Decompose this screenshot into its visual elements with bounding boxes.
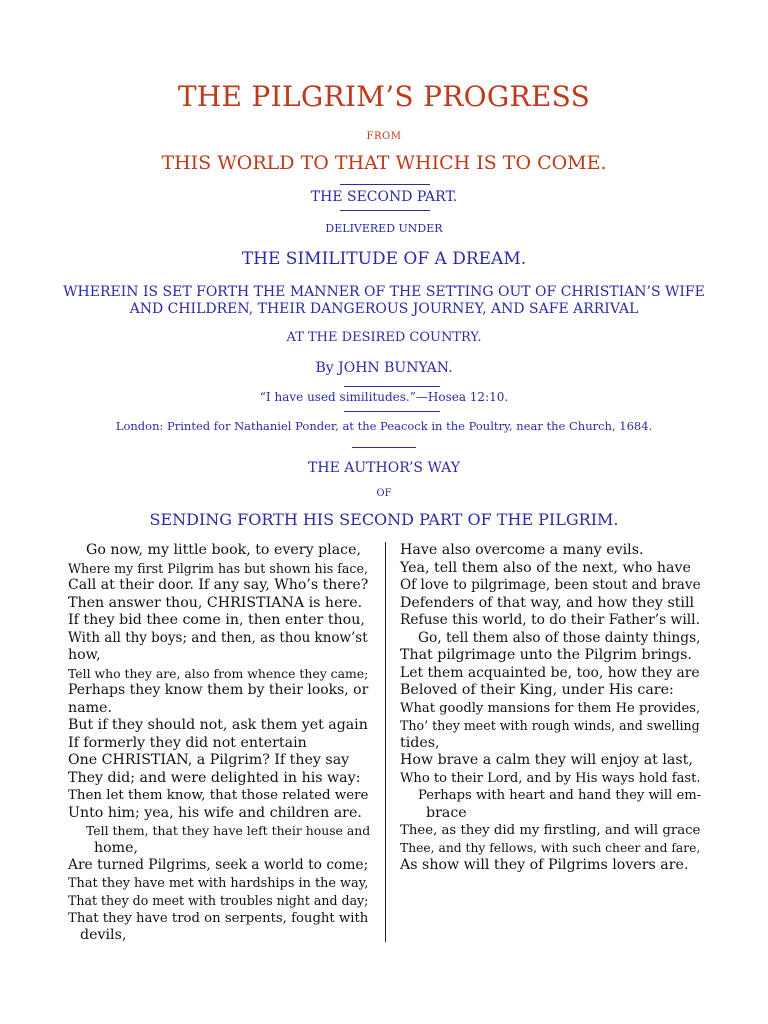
poem-line: Tell them, that they have left their house and (86, 823, 371, 838)
poem-line: Who to their Lord, and by His ways hold fast. (400, 770, 701, 786)
poem-line: Then answer thou, CHRISTIANA is here. (68, 594, 363, 611)
rule-above-second-part (340, 184, 430, 185)
poem-line: But if they should not, ask them yet again (68, 717, 368, 733)
poem-line: Go now, my little book, to every place, (86, 542, 362, 558)
poem-line: They did; and were delighted in his way: (68, 769, 361, 786)
poem-line: Then let them know, that those related were (68, 788, 369, 803)
poem-line: As show will they of Pilgrims lovers are. (400, 857, 689, 873)
poem-line: Call at their door. If any say, Who’s there? (68, 577, 369, 593)
second-part-heading: THE SECOND PART. (310, 189, 458, 205)
poem-line: Beloved of their King, under His care: (400, 682, 674, 698)
poem-line: Perhaps they know them by their looks, or (68, 682, 369, 698)
sending-forth-heading: SENDING FORTH HIS SECOND PART OF THE PILGRIM. (149, 510, 619, 529)
poem-line: brace (426, 804, 467, 821)
poem-line: Are turned Pilgrims, seek a world to come; (68, 857, 369, 873)
desired-country-line: AT THE DESIRED COUNTRY. (286, 330, 482, 345)
poem-line: One CHRISTIAN, a Pilgrim? If they say (68, 752, 350, 768)
poem-line: If they bid thee come in, then enter thou, (68, 612, 365, 628)
poem-line: Thee, as they did my firstling, and will grace (400, 823, 701, 838)
poem-line: Have also overcome a many evils. (400, 542, 644, 558)
poem-line: Refuse this world, to do their Father’s will. (400, 612, 700, 628)
poem-line: How brave a calm they will enjoy at last, (400, 752, 693, 768)
poem-line: If formerly they did not entertain (68, 734, 307, 751)
poem-line: Where my first Pilgrim has but shown his face, (68, 560, 368, 576)
poem-right-column (400, 542, 700, 875)
rule-below-quote (344, 411, 440, 412)
book-title: THE PILGRIM’S PROGRESS (177, 80, 591, 113)
poem-line: That pilgrimage unto the Pilgrim brings. (400, 647, 692, 663)
poem-line: That they do meet with troubles night and day; (68, 893, 369, 908)
poem-line: With all thy boys; and then, as thou know’st (68, 629, 368, 646)
poem-line: Thee, and thy fellows, with such cheer and fare, (400, 840, 701, 855)
rule-above-quote (344, 386, 440, 387)
wherein-paragraph: WHEREIN IS SET FORTH THE MANNER OF THE SETTING OUT OF CHRISTIAN’S WIFE AND CHILDREN, THEIR DANGEROUS JOURNEY, AND SAFE ARRIVAL (63, 284, 705, 317)
epigraph-quote: “I have used similitudes.”—Hosea 12:10. (259, 390, 509, 404)
of-label: OF (376, 488, 392, 499)
poem-line: Tho’ they meet with rough winds, and swelling (400, 718, 700, 733)
poem-line: tides, (400, 734, 440, 751)
column-divider (385, 542, 386, 942)
poem-line: What goodly mansions for them He provides, (400, 700, 701, 716)
poem-line: Let them acquainted be, too, how they are (400, 664, 700, 681)
poem-line: home, (94, 839, 139, 856)
poem-line: name. (68, 699, 112, 716)
poem-line: how, (68, 647, 101, 663)
poem-line: Unto him; yea, his wife and children are. (68, 804, 362, 821)
delivered-under-label: DELIVERED UNDER (325, 222, 443, 235)
poem-line: That they have met with hardships in the way, (68, 875, 369, 891)
poem-line: Of love to pilgrimage, been stout and brave (400, 577, 701, 593)
poem-line: Yea, tell them also of the next, who have (400, 559, 691, 576)
poem-line: Defenders of that way, and how they still (400, 594, 695, 611)
book-subtitle: THIS WORLD TO THAT WHICH IS TO COME. (161, 152, 607, 174)
poem-line: Tell who they are, also from whence they came; (68, 665, 369, 681)
from-label: FROM (366, 131, 402, 142)
poem-line: That they have trod on serpents, fought with (68, 910, 369, 926)
imprint-line: London: Printed for Nathaniel Ponder, at the Peacock in the Poultry, near the Church, 1684. (115, 419, 653, 433)
poem-line: Go, tell them also of those dainty things, (418, 629, 701, 646)
similitude-heading: THE SIMILITUDE OF A DREAM. (241, 249, 527, 269)
rule-below-second-part (340, 210, 430, 211)
poem-line: devils, (80, 927, 127, 943)
poem-left-column (68, 542, 371, 945)
authors-way-heading: THE AUTHOR’S WAY (308, 460, 460, 476)
rule-above-authors-way (352, 447, 416, 448)
author-line: By JOHN BUNYAN. (315, 360, 453, 376)
poem-line: Perhaps with heart and hand they will em- (418, 788, 702, 803)
